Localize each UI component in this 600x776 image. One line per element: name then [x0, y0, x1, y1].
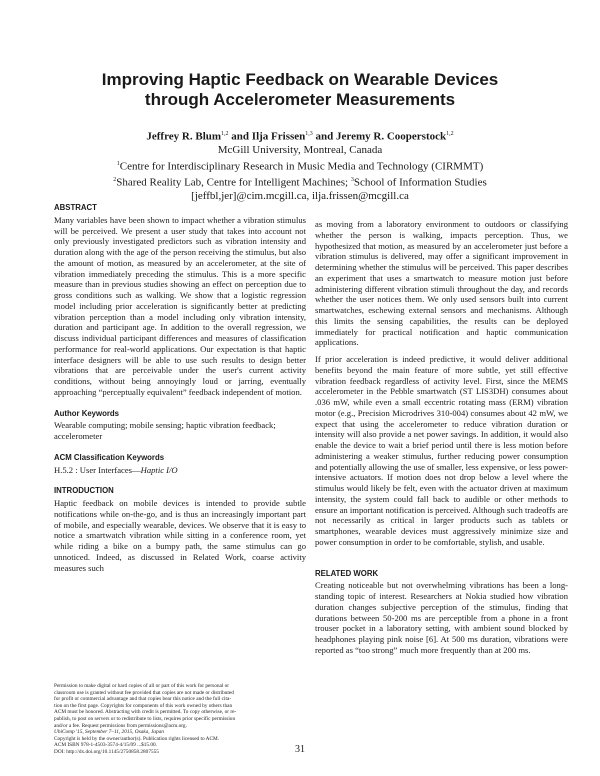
- footnote-line: for profit or commercial advantage and that copies bear this notice and the full cita-: [54, 696, 232, 703]
- aff2-text: Shared Reality Lab, Centre for Intelligent Machines;: [116, 176, 351, 189]
- author-1: Jeffrey R. Blum: [146, 130, 222, 143]
- prior-acceleration-paragraph: If prior acceleration is indeed predictive, it would deliver additional benefits beyond the main feature of more subtle, yet still effective vibration feedback regardless of activity level. First, since the MEMS accelerometer in the Pebble smartwatch (ST LIS3DH) consumes about .036 mW, while even a small eccentric rotating mass (ERM) vibration motor (e.g., Precision Microdrives 310-004) consumes about 42 mW, we expect that using the accelerometer to reduce vibration duration or intensity will also provide a net power savings. In addition, it would also enable the device to wait a brief period until there is less motion before administering a weaker stimulus, further reducing power consumption and potentially allowing the use of smaller, less expensive, or less power-intensive actuators. If motion does not drop below a level where the stimulus would likely be felt, even with the actuator driven at maximum intensity, the system could fall back to audible or other methods to ensure an important notification is perceived. Although such tradeoffs are not necessarily as critical in larger products such as tablets or smartphones, wearable devices must aggressively minimize size and power consumption in order to be comfortable, stylish, and usable.: [315, 354, 568, 547]
- acm-classification: [54, 465, 306, 476]
- acm-plain: H.5.2 : User Interfaces—: [54, 464, 141, 475]
- paper-title: [40, 70, 560, 110]
- abstract-heading: ABSTRACT: [54, 203, 97, 212]
- author-2-affiliation: 1,3: [305, 131, 313, 137]
- title-line-2: through Accelerometer Measurements: [144, 90, 456, 109]
- aff3-sup: 3: [350, 177, 354, 184]
- footnote-line: ACM ISBN 978-1-4503-3574-4/15/09 ...$15.00.: [54, 742, 157, 749]
- keywords-heading: Author Keywords: [54, 408, 119, 418]
- footnote-line: Permission to make digital or hard copies of all or part of this work for personal or: [54, 683, 230, 689]
- introduction-heading: INTRODUCTION: [54, 486, 114, 496]
- author-1-affiliation: 1,2: [221, 131, 229, 137]
- affiliation-2-3: [40, 174, 560, 190]
- intro-continued-paragraph: as moving from a laboratory environment to outdoors or classifying whether the person is walking, impacts perception. Thus, we hypothesized that motion, as measured by an accelerometer just before a vibration stimulus is delivered, may offer a significant improvement in determining whether the stimulus will be perceived. This paper describes an experiment that uses a smartwatch to measure motion just before administering different vibration stimuli throughout the day, and records whether the user notices them. We only used sensors built into current smartwatches, eschewing external sensors and mechanisms. Although this limits the sensing capabilities, the results can be deployed immediately for practical notification and haptic communication applications.: [315, 219, 568, 348]
- university: McGill University, Montreal, Canada: [217, 144, 383, 157]
- author-and-2: and: [312, 130, 337, 143]
- right-column: [315, 219, 568, 656]
- footnote-line: Copyright is held by the owner/author(s). Publication rights licensed to ACM.: [54, 735, 220, 742]
- footnote-line: UbiComp '15, September 7–11, 2015, Osaka, Japan: [54, 729, 164, 736]
- left-column: [54, 203, 306, 573]
- author-emails: [jeffbl,jer]@cim.mcgill.ca, ilja.frissen@mcgill.ca: [191, 190, 409, 203]
- aff1-sup: 1: [116, 160, 120, 167]
- author-3: Jeremy R. Cooperstock: [336, 130, 447, 143]
- keywords-text: Wearable computing; mobile sensing; haptic vibration feedback; accelerometer: [54, 420, 276, 441]
- author-3-affiliation: 1,2: [446, 131, 454, 137]
- footnote-line: classroom use is granted without fee provided that copies are not made or distributed: [54, 689, 234, 696]
- page-number: 31: [295, 744, 305, 755]
- author-names: [40, 128, 560, 144]
- abstract-text: Many variables have been shown to impact whether a vibration stimulus will be perceived. We present a user study that takes into account not only previously investigated predictors such as vibration intensity and duration along with the age of the person receiving the stimulus, but also the amount of motion, as measured by an accelerometer, at the site of vibration immediately preceding the stimulus. This is a more specific measure than in previous studies showing an effect on perception due to gross conditions such as walking. We show that a logistic regression model including prior acceleration is significantly better at predicting vibration perception than a model including only vibration intensity, duration and participant age. In addition to the overall regression, we discuss individual participant differences and measures of classification performance for real-world applications. Our expectation is that haptic interface designers will be able to use such results to design better vibrations that are perceivable under the user's current activity conditions, without being annoyingly loud or jarring, eventually approaching “perceptually equivalent” feedback independent of motion.: [54, 214, 306, 397]
- author-2: Ilja Frissen: [251, 130, 306, 143]
- acm-italic: Haptic I/O: [140, 464, 178, 475]
- title-line-1: Improving Haptic Feedback on Wearable Devices: [101, 70, 499, 89]
- footnote-line: and/or a fee. Request permissions from permissions@acm.org.: [54, 722, 187, 729]
- aff1-text: Centre for Interdisciplinary Research in Music Media and Technology (CIRMMT): [119, 160, 484, 173]
- footnote-line: publish, to post on servers or to redistribute to lists, requires prior specific permission: [54, 715, 236, 722]
- related-work-heading: RELATED WORK: [315, 568, 379, 578]
- introduction-text: Haptic feedback on mobile devices is intended to provide subtle notifications while on-the-go, and is thus an increasingly important part of mobile, and especially wearable, devices. We observe that it is easy to notice a smartwatch vibration while sitting in a conference room, yet while riding a bike on a bumpy path, the same stimulus can go unnoticed. Indeed, as discussed in Related Work, coarse activity measures such: [54, 498, 306, 573]
- footnote-line: tion on the first page. Copyrights for components of this work owned by others than: [54, 702, 233, 709]
- acm-heading: ACM Classification Keywords: [54, 452, 165, 462]
- aff2-sup: 2: [113, 177, 117, 184]
- footnote-line: ACM must be honored. Abstracting with credit is permitted. To copy otherwise, or re-: [54, 709, 237, 716]
- related-work-text: Creating noticeable but not overwhelming vibrations has been a long-standing topic of interest. Researchers at Nokia studied how vibration duration changes subjective perception of the stimulus, finding that durations between 50-200 ms are perceptible from a phone in a front trouser pocket in a laboratory setting, with ambient sound blocked by headphones playing pink noise [6]. At 500 ms duration, vibrations were reported as “too strong” much more frequently than at 200 ms.: [315, 580, 568, 655]
- author-and-1: and: [228, 130, 252, 143]
- affiliation-1: [40, 158, 560, 174]
- aff3-text: School of Information Studies: [353, 176, 487, 189]
- author-block: [40, 128, 560, 204]
- footnote-line: DOI: http://dx.doi.org/10.1145/2750858.2807555: [54, 748, 159, 755]
